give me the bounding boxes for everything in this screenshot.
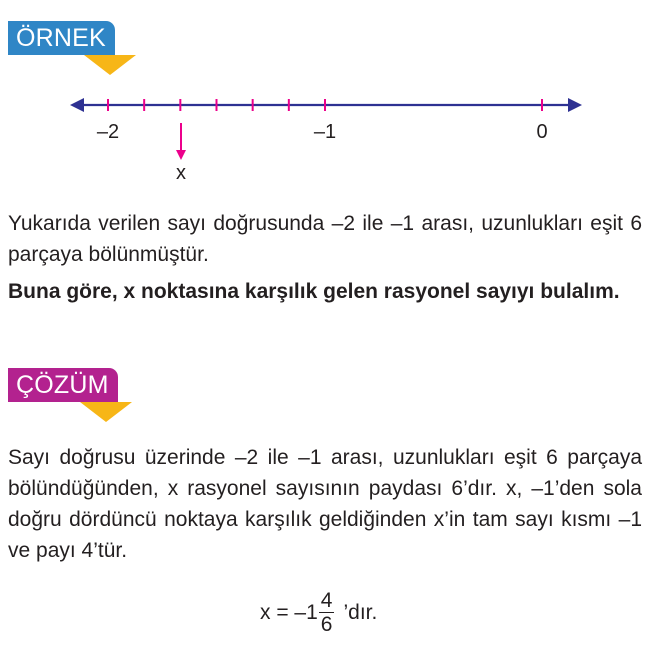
number-line-tick-label: –2 xyxy=(96,121,120,143)
solution-badge-tail xyxy=(80,402,132,422)
point-label: x xyxy=(176,162,186,184)
example-badge-tail xyxy=(84,55,136,75)
number-line-labels xyxy=(97,121,548,143)
number-line xyxy=(0,85,651,195)
result-fraction xyxy=(319,590,335,637)
fraction-numerator: 4 xyxy=(320,588,333,612)
fraction-denominator: 6 xyxy=(320,612,333,636)
problem-text: Yukarıda verilen sayı doğrusunda –2 ile –1 arası, uzunlukları eşit 6 parçaya bölünmüştür. xyxy=(8,212,642,266)
left-arrowhead xyxy=(70,98,84,112)
solution-text: Sayı doğrusu üzerinde –2 ile –1 arası, uzunlukları eşit 6 parçaya bölündüğünden, x rasyonel sayısının paydası 6’dır. x, –1’den sola doğru dördüncü noktaya karşılık geldiğinden x’in tam sayı kısmı –1 ve payı 4’tür. xyxy=(8,446,642,562)
result-expression xyxy=(260,585,377,641)
right-arrowhead xyxy=(568,98,582,112)
point-arrow-head xyxy=(176,150,186,160)
solution-badge-label: ÇÖZÜM xyxy=(8,368,118,402)
result-suffix: ’dır. xyxy=(343,601,378,624)
result-prefix: x = –1 xyxy=(260,601,318,624)
problem-question: Buna göre, x noktasına karşılık gelen rasyonel sayıyı bulalım. xyxy=(8,280,620,303)
example-badge-label: ÖRNEK xyxy=(8,21,115,55)
number-line-tick-label: 0 xyxy=(536,121,548,143)
number-line-tick-label: –1 xyxy=(313,121,337,143)
